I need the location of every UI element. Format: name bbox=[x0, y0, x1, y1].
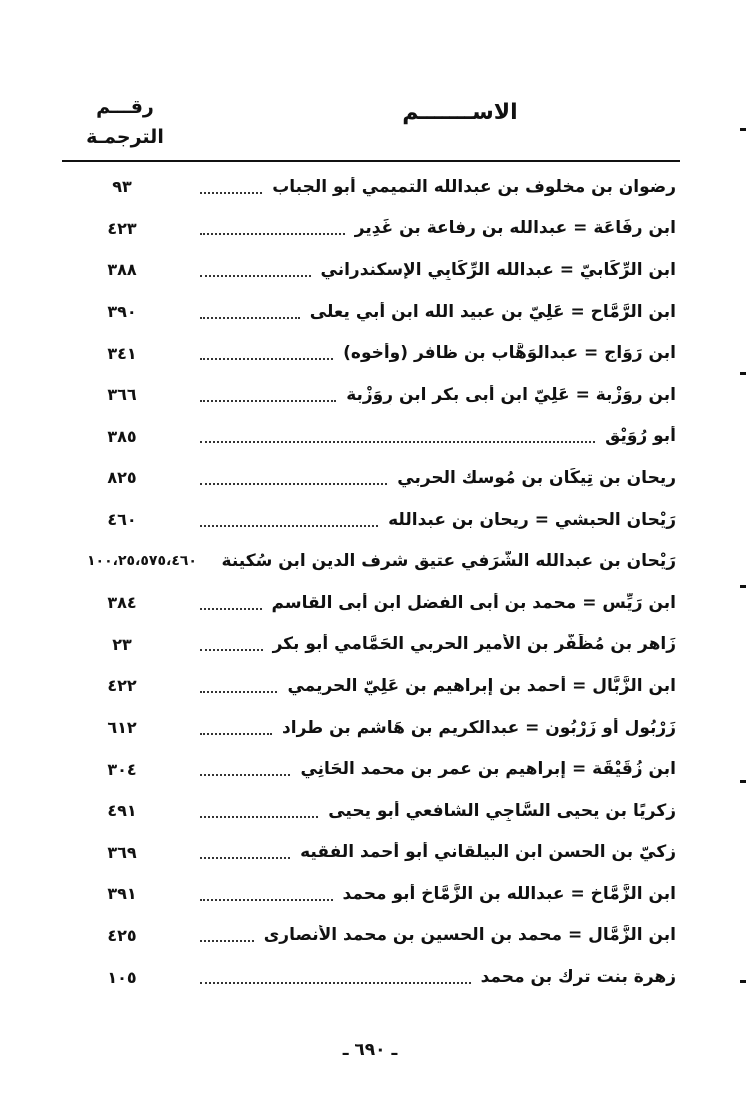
dot-leader bbox=[200, 233, 345, 235]
dot-leader bbox=[200, 400, 336, 402]
dot-leader bbox=[200, 691, 277, 693]
index-entry bbox=[62, 291, 682, 333]
entry-name-wrap bbox=[182, 260, 682, 280]
entry-name: ابن رِوَزْبة = عَلِيّ ابن أبى بكر ابن رِوَزْبة bbox=[346, 384, 676, 405]
index-entry bbox=[62, 832, 682, 874]
entry-number: ٣٤١ bbox=[107, 343, 137, 363]
entry-name-wrap bbox=[182, 593, 682, 613]
entry-number: ١٠٠،٢٥،٥٧٥،٤٦٠ bbox=[87, 553, 197, 570]
header-divider bbox=[62, 160, 680, 162]
entry-number: ٤٦٠ bbox=[107, 510, 137, 530]
entry-number: ٩٣ bbox=[112, 177, 132, 197]
dot-leader bbox=[200, 816, 318, 818]
number-header-line1: رقـــم bbox=[96, 96, 154, 118]
index-entry bbox=[62, 790, 682, 832]
index-entry bbox=[62, 166, 682, 208]
entry-number: ٢٣ bbox=[112, 634, 132, 654]
dot-leader bbox=[200, 649, 263, 651]
entry-name-wrap bbox=[182, 925, 682, 945]
entry-name: ابن رَوَاج = عبدالوَهَّاب بن ظافر (وأخوه) bbox=[343, 343, 676, 364]
dot-leader bbox=[200, 441, 595, 443]
dot-leader bbox=[200, 192, 262, 194]
margin-mark bbox=[740, 980, 746, 983]
dot-leader bbox=[200, 774, 290, 776]
entry-name: زكريًا بن يحيى السَّاجِي الشافعي أبو يحيى bbox=[328, 800, 676, 821]
dot-leader bbox=[200, 857, 290, 859]
entry-name-wrap bbox=[182, 759, 682, 779]
entry-name: ابن الزَّمَّاخ = عبدالله بن الزَّمَّاخ أبو محمد bbox=[342, 883, 676, 904]
entry-number: ٣٦٩ bbox=[107, 842, 137, 862]
index-entry bbox=[62, 873, 682, 915]
entry-name: رَيْحان الحبشي = ريحان بن عبدالله bbox=[388, 509, 676, 530]
entry-name-wrap bbox=[182, 510, 682, 530]
entry-number: ٤٢٣ bbox=[107, 218, 137, 238]
dot-leader bbox=[200, 483, 387, 485]
entry-name-wrap bbox=[182, 426, 682, 446]
margin-mark bbox=[740, 128, 746, 131]
index-entry bbox=[62, 956, 682, 998]
dot-leader bbox=[200, 940, 254, 942]
index-entry bbox=[62, 707, 682, 749]
entry-name-wrap bbox=[182, 842, 682, 862]
entry-name: رضوان بن مخلوف بن عبدالله التميمي أبو الجباب bbox=[272, 176, 676, 197]
dot-leader bbox=[200, 275, 311, 277]
index-entry bbox=[62, 665, 682, 707]
dot-leader bbox=[200, 525, 378, 527]
dot-leader bbox=[200, 982, 471, 984]
entry-name-wrap bbox=[182, 884, 682, 904]
index-entries-list bbox=[62, 166, 682, 998]
entry-number: ٣٨٤ bbox=[107, 593, 137, 613]
index-entry bbox=[62, 457, 682, 499]
entry-name-wrap bbox=[182, 801, 682, 821]
entry-name-wrap bbox=[182, 634, 682, 654]
entry-number: ٤٢٢ bbox=[107, 676, 137, 696]
number-header-line2: الترجمـة bbox=[86, 126, 164, 148]
entry-number: ٨٢٥ bbox=[107, 468, 137, 488]
entry-number: ٤٢٥ bbox=[107, 925, 137, 945]
index-entry bbox=[62, 374, 682, 416]
entry-name-wrap bbox=[182, 218, 682, 238]
margin-mark bbox=[740, 780, 746, 783]
entry-name: زَاهر بن مُظَفَّر بن الأمير الحربي الحَمَّامي أبو بكر bbox=[272, 634, 676, 655]
entry-number: ٣٦٦ bbox=[107, 385, 137, 405]
margin-mark bbox=[740, 372, 746, 375]
dot-leader bbox=[200, 317, 300, 319]
entry-name: ابن رَيِّس = محمد بن أبى الفضل ابن أبى القاسم bbox=[271, 592, 676, 613]
entry-name: زَرْبُول أو زَرْبُون = عبدالكريم بن هَاشم بن طراد bbox=[282, 717, 676, 738]
index-entry bbox=[62, 624, 682, 666]
index-entry bbox=[62, 208, 682, 250]
entry-number: ٣٠٤ bbox=[107, 759, 137, 779]
entry-name-wrap bbox=[182, 718, 682, 738]
entry-number: ٣٩٠ bbox=[107, 302, 137, 322]
entry-number: ٣٩١ bbox=[107, 884, 137, 904]
entry-name-wrap bbox=[182, 967, 682, 987]
entry-name-wrap bbox=[182, 676, 682, 696]
name-column-header: الاســـــــم bbox=[402, 100, 518, 125]
entry-name-wrap bbox=[182, 385, 682, 405]
margin-mark bbox=[740, 585, 746, 588]
entry-name: ابن الزَّبَّال = أحمد بن إبراهيم بن عَلِيّ الحريمي bbox=[287, 675, 676, 696]
page-number: ـ ٦٩٠ ـ bbox=[342, 1040, 398, 1060]
dot-leader bbox=[200, 899, 333, 901]
index-entry bbox=[62, 915, 682, 957]
entry-name: زهرة بنت ترك بن محمد bbox=[480, 967, 676, 988]
entry-name: ابن الرِّكَابيّ = عبدالله الرِّكَابِي الإسكندراني bbox=[320, 259, 676, 280]
entry-name: ابن رِفَاعَة = عبدالله بن رفاعة بن غَدِير bbox=[354, 218, 676, 239]
entry-name-wrap bbox=[182, 302, 682, 322]
index-entry bbox=[62, 582, 682, 624]
number-column-header bbox=[70, 92, 180, 152]
entry-number: ٣٨٨ bbox=[107, 260, 137, 280]
entry-name: ابن الزَّمَّال = محمد بن الحسين بن محمد الأنصارى bbox=[263, 925, 676, 946]
entry-name: ابن زُقَيْقَة = إبراهيم بن عمر بن محمد الحَانِي bbox=[300, 759, 676, 780]
entry-name: أبو رُوَيْق bbox=[605, 426, 676, 447]
entry-number: ٣٨٥ bbox=[107, 426, 137, 446]
dot-leader bbox=[200, 608, 262, 610]
index-entry bbox=[62, 540, 682, 582]
entry-name: رَيْحان بن عبدالله الشَّرَفي عتيق شرف الدين ابن سُكينة bbox=[222, 551, 676, 572]
entry-name: زكيّ بن الحسن ابن البيلقاني أبو أحمد الفقيه bbox=[300, 842, 676, 863]
entry-name: ابن الرَّمَّاح = عَلِيّ بن عبيد الله ابن أبي يعلى bbox=[309, 301, 676, 322]
index-entry bbox=[62, 499, 682, 541]
entry-name-wrap bbox=[182, 177, 682, 197]
index-entry bbox=[62, 249, 682, 291]
entry-name-wrap bbox=[182, 468, 682, 488]
entry-name-wrap bbox=[222, 551, 682, 571]
index-entry bbox=[62, 416, 682, 458]
index-entry bbox=[62, 332, 682, 374]
index-entry bbox=[62, 748, 682, 790]
dot-leader bbox=[200, 733, 272, 735]
entry-number: ٦١٢ bbox=[107, 718, 137, 738]
entry-number: ٤٩١ bbox=[107, 801, 137, 821]
entry-name: ريحان بن تِيكَان بن مُوسك الحربي bbox=[397, 467, 676, 488]
dot-leader bbox=[200, 358, 333, 360]
entry-name-wrap bbox=[182, 343, 682, 363]
entry-number: ١٠٥ bbox=[107, 967, 137, 987]
